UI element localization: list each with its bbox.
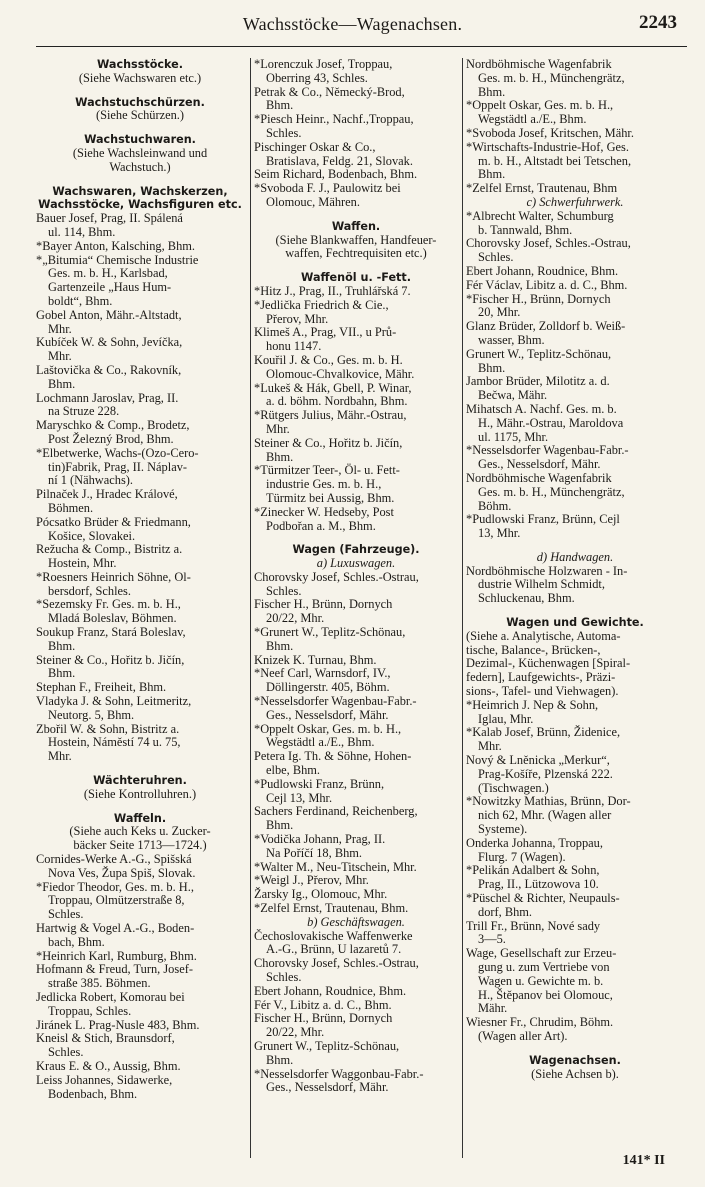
entry-line: Systeme). — [478, 822, 528, 837]
entry-line: *Heimrich J. Nep & Sohn, — [466, 697, 599, 712]
entry-line: Vladyka J. & Sohn, Leitmeritz, — [36, 694, 192, 709]
entry-line: Mhr. — [48, 749, 72, 764]
entry-line: Neutorg. 5, Bhm. — [48, 707, 135, 722]
entry-line: Mladá Boleslav, Böhmen. — [48, 611, 177, 626]
entry-line: Döllingerstr. 405, Böhm. — [266, 680, 390, 695]
entry-line: Ebert Johann, Roudnice, Bhm. — [466, 263, 619, 278]
entry-line: Bhm. — [478, 167, 506, 182]
entry-line: Nova Ves, Župa Spiš, Slovak. — [48, 865, 196, 880]
entry-line: Mhr. — [48, 321, 72, 336]
entry-line: Ebert Johann, Roudnice, Bhm. — [254, 983, 407, 998]
entry-line: *Zelfel Ernst, Trautenau, Bhm — [466, 181, 618, 196]
entry-line: Lochmann Jaroslav, Prag, II. — [36, 390, 179, 405]
entry-line: Cornides-Werke A.-G., Spišská — [36, 852, 192, 867]
entry-line: Böhm. — [478, 498, 512, 513]
entry-line: a. d. böhm. Nordbahn, Bhm. — [266, 394, 408, 409]
entry-line: Wachstuch.) — [109, 159, 171, 174]
entry-line: Hofmann & Freud, Turn, Josef- — [36, 962, 193, 977]
entry-line: Wegstädtl a./E., Bhm. — [478, 112, 587, 127]
entry-line: boldt“, Bhm. — [48, 293, 113, 308]
entry-line: Grunert W., Teplitz-Schönau, — [254, 1038, 400, 1053]
entry-line: Soukup Franz, Stará Boleslav, — [36, 625, 186, 640]
entry-line: (Siehe Wachsleinwand und — [72, 145, 208, 160]
entry-line: Troppau, Olmützerstraße 8, — [48, 893, 185, 908]
entry-line: Na Poříčí 18, Bhm. — [266, 845, 363, 860]
column-divider-1 — [250, 58, 251, 1158]
entry-line: *Zinecker W. Hedseby, Post — [254, 504, 394, 519]
entry-line: bach, Bhm. — [48, 934, 105, 949]
entry-line: Gartenzeile „Haus Hum- — [48, 280, 172, 295]
entry-line: Prag, II., Lützowova 10. — [478, 877, 599, 892]
entry-line: Bhm. — [48, 376, 76, 391]
printer-signature: 141* II — [622, 1153, 665, 1168]
entry-line: *Kalab Josef, Brünn, Židenice, — [466, 725, 621, 740]
entry-line: Grunert W., Teplitz-Schönau, — [466, 346, 612, 361]
entry-line: (Siehe Schürzen.) — [95, 108, 185, 123]
entry-line: *Fiedor Theodor, Ges. m. b. H., — [36, 879, 194, 894]
entry-line: honu 1147. — [266, 339, 322, 354]
entry-line: b. Tannwald, Bhm. — [478, 222, 573, 237]
entry-line: Ges., Nesselsdorf, Mähr. — [478, 457, 601, 472]
section-heading: Waffenöl u. -Fett. — [301, 271, 411, 285]
entry-line: Fischer H., Brünn, Dornych — [254, 1011, 393, 1026]
entry-line: *Heinrich Karl, Rumburg, Bhm. — [36, 948, 197, 963]
entry-line: Podbořan a. M., Bhm. — [266, 518, 376, 533]
section-heading: Wachsstöcke. — [96, 58, 184, 71]
entry-line: *Oppelt Oskar, Ges. m. b. H., — [254, 721, 402, 736]
entry-line: Olomouc, Mähren. — [266, 194, 360, 209]
entry-line: *Rütgers Julius, Mähr.-Ostrau, — [254, 408, 407, 423]
entry-line: (Wagen aller Art). — [478, 1028, 568, 1043]
entry-line: *Sezemsky Fr. Ges. m. b. H., — [36, 597, 181, 612]
entry-line: *Grunert W., Teplitz-Schönau, — [254, 625, 406, 640]
entry-line: *Vodička Johann, Prag, II. — [254, 832, 386, 847]
entry-line: bäcker Seite 1713—1724.) — [73, 838, 207, 853]
section-heading: Waffen. — [331, 219, 381, 233]
entry-line: ní 1 (Nähwachs). — [48, 473, 133, 488]
entry-line: (Siehe auch Keks u. Zucker- — [69, 824, 211, 839]
entry-line: Oberring 43, Schles. — [266, 70, 368, 85]
entry-line: Schles. — [266, 125, 302, 140]
entry-line: Chorovsky Josef, Schles.-Ostrau, — [466, 236, 631, 251]
entry-line: *Zelfel Ernst, Trautenau, Bhm. — [254, 901, 409, 916]
entry-line: Pischinger Oskar & Co., — [254, 139, 376, 154]
entry-line: Bhm. — [478, 360, 506, 375]
entry-line: Ges., Nesselsdorf, Mähr. — [266, 707, 389, 722]
entry-line: Mähr. — [478, 1001, 508, 1016]
entry-line: Wegstädtl a./E., Bhm. — [266, 735, 375, 750]
entry-line: *Pudlowski Franz, Brünn, — [254, 776, 385, 791]
entry-line: *Hitz J., Prag, II., Truhlářská 7. — [254, 283, 411, 298]
entry-line: (Siehe Wachswaren etc.) — [78, 70, 202, 85]
entry-line: Ges. m. b. H., Karlsbad, — [48, 266, 168, 281]
column-divider-2 — [462, 58, 463, 1158]
section-heading: Wachswaren, Wachskerzen, — [52, 184, 228, 198]
entry-line: Bhm. — [48, 638, 76, 653]
entry-line: Jiránek L. Prag-Nusle 483, Bhm. — [36, 1017, 200, 1032]
entry-line: tin)Fabrik, Prag, II. Náplav- — [48, 459, 188, 474]
section-heading: Wagen und Gewichte. — [506, 616, 644, 630]
section-heading: Wachstuchschürzen. — [75, 95, 205, 109]
column-middle — [254, 58, 458, 1165]
entry-line: Hostein, Mhr. — [48, 556, 117, 571]
entry-line: Bodenbach, Bhm. — [48, 1086, 138, 1101]
entry-line: Bhm. — [266, 1052, 294, 1067]
entry-line: Fér V., Libitz a. d. C., Bhm. — [254, 997, 392, 1012]
entry-line: (Siehe a. Analytische, Automa- — [466, 628, 621, 643]
entry-line: elbe, Bhm. — [266, 763, 321, 778]
entry-line: Schles. — [478, 250, 514, 265]
entry-line: (Siehe Blankwaffen, Handfeuer- — [275, 232, 437, 247]
entry-line: Cejl 13, Mhr. — [266, 790, 333, 805]
entry-line: *Piesch Heinr., Nachf.,Troppau, — [254, 112, 414, 127]
entry-line: *Walter M., Neu-Titschein, Mhr. — [254, 859, 417, 874]
entry-line: Mihatsch A. Nachf. Ges. m. b. — [466, 401, 617, 416]
entry-line: Olomouc-Chvalkovice, Mähr. — [266, 366, 415, 381]
entry-line: dustrie Wilhelm Schmidt, — [478, 577, 605, 592]
entry-line: Přerov, Mhr. — [266, 311, 329, 326]
entry-line: Seim Richard, Bodenbach, Bhm. — [254, 167, 418, 182]
entry-line: Leiss Johannes, Sidawerke, — [36, 1072, 173, 1087]
entry-line: Wiesner Fr., Chrudim, Böhm. — [466, 1015, 614, 1030]
entry-line: Troppau, Schles. — [48, 1003, 132, 1018]
entry-line: Bečwa, Mähr. — [478, 388, 548, 403]
entry-line: federn], Laufgewichts-, Präzi- — [466, 670, 616, 685]
entry-line: (Siehe Kontrolluhren.) — [83, 786, 197, 801]
entry-line: Bhm. — [266, 638, 294, 653]
page-number: 2243 — [639, 12, 677, 33]
entry-line: Stephan F., Freiheit, Bhm. — [36, 680, 167, 695]
entry-line: Schles. — [48, 907, 84, 922]
entry-line: Dezimal-, Küchenwagen [Spiral- — [466, 656, 631, 671]
entry-line: Nový & Lněnicka „Merkur“, — [466, 753, 610, 768]
entry-line: *Püschel & Richter, Neupauls- — [466, 891, 620, 906]
entry-line: Petera Ig. Th. & Söhne, Hohen- — [254, 749, 412, 764]
entry-line: Post Železný Brod, Bhm. — [48, 431, 174, 446]
entry-line: Petrak & Co., Německý-Brod, — [254, 84, 405, 99]
subsection-heading: a) Luxuswagen. — [316, 556, 396, 571]
entry-line: (Tischwagen.) — [478, 780, 549, 795]
header-rule — [36, 46, 687, 47]
entry-line: (Siehe Achsen b). — [531, 1066, 619, 1081]
entry-line: Bhm. — [266, 98, 294, 113]
entry-line: *Svoboda F. J., Paulowitz bei — [254, 181, 401, 196]
entry-line: nich 62, Mhr. (Wagen aller — [478, 808, 612, 823]
entry-line: dorf, Bhm. — [478, 904, 533, 919]
entry-line: Kubíček W. & Sohn, Jevíčka, — [36, 335, 183, 350]
entry-line: Kneisl & Stich, Braunsdorf, — [36, 1031, 175, 1046]
entry-line: Ges. m. b. H., Münchengrätz, — [478, 484, 625, 499]
entry-line: Bratislava, Feldg. 21, Slovak. — [266, 153, 413, 168]
entry-line: *Jedlička Friedrich & Cie., — [254, 297, 389, 312]
entry-line: Trill Fr., Brünn, Nové sady — [466, 918, 601, 933]
subsection-heading: c) Schwerfuhrwerk. — [526, 194, 624, 209]
entry-line: 20/22, Mhr. — [266, 611, 325, 626]
entry-line: 20, Mhr. — [478, 305, 521, 320]
entry-line: Bhm. — [48, 666, 76, 681]
entry-line: *Albrecht Walter, Schumburg — [466, 208, 614, 223]
entry-line: Steiner & Co., Hořitz b. Jičín, — [36, 652, 185, 667]
entry-line: Türmitz bei Aussig, Bhm. — [266, 490, 395, 505]
entry-line: sions-, Tafel- und Viehwagen). — [466, 684, 619, 699]
entry-line: Schles. — [266, 583, 302, 598]
entry-line: *Roesners Heinrich Söhne, Ol- — [36, 569, 191, 584]
entry-line: A.-G., Brünn, U lazaretů 7. — [266, 942, 402, 957]
entry-line: Bauer Josef, Prag, II. Spálená — [36, 211, 183, 226]
section-heading: Wagen (Fahrzeuge). — [292, 543, 420, 557]
entry-line: *Pudlowski Franz, Brünn, Cejl — [466, 512, 620, 527]
entry-line: Mhr. — [48, 349, 72, 364]
entry-line: Nordböhmische Wagenfabrik — [466, 58, 612, 71]
entry-line: ul. 1175, Mhr. — [478, 429, 549, 444]
entry-line: Gobel Anton, Mähr.-Altstadt, — [36, 307, 182, 322]
entry-line: *Neef Carl, Warnsdorf, IV., — [254, 666, 391, 681]
entry-line: Jambor Brüder, Milotitz a. d. — [466, 374, 610, 389]
entry-line: Prag-Košíře, Plzenská 222. — [478, 766, 613, 781]
entry-line: *Nowitzky Mathias, Brünn, Dor- — [466, 794, 631, 809]
entry-line: wasser, Bhm. — [478, 332, 545, 347]
entry-line: Košice, Slovakei. — [48, 528, 136, 543]
entry-line: Mhr. — [478, 739, 502, 754]
entry-line: *Wirtschafts-Industrie-Hof, Ges. — [466, 139, 629, 154]
entry-line: Ges., Nesselsdorf, Mähr. — [266, 1080, 389, 1095]
entry-line: tische, Balance-, Brücken-, — [466, 642, 601, 657]
entry-line: Pilnaček J., Hradec Králové, — [36, 487, 178, 502]
entry-line: *Lorenczuk Josef, Troppau, — [254, 58, 393, 71]
entry-line: waffen, Fechtrequisiten etc.) — [285, 246, 427, 261]
section-heading: Wachsstöcke, Wachsfiguren etc. — [38, 198, 242, 212]
entry-line: Fér Václav, Libitz a. d. C., Bhm. — [466, 277, 628, 292]
entry-line: Böhmen. — [48, 500, 94, 515]
entry-line: Nordböhmische Wagenfabrik — [466, 470, 612, 485]
entry-line: Hartwig & Vogel A.-G., Boden- — [36, 921, 195, 936]
entry-line: 13, Mhr. — [478, 526, 521, 541]
subsection-heading: d) Handwagen. — [536, 549, 614, 564]
entry-line: Steiner & Co., Hořitz b. Jičín, — [254, 435, 403, 450]
entry-line: *Svoboda Josef, Kritschen, Mähr. — [466, 125, 634, 140]
section-heading: Wagenachsen. — [529, 1053, 621, 1067]
entry-line: Mhr. — [266, 421, 290, 436]
entry-line: Bhm. — [478, 84, 506, 99]
entry-line: H., Mähr.-Ostrau, Maroldova — [478, 415, 624, 430]
entry-line: Bhm. — [266, 449, 294, 464]
section-heading: Wächteruhren. — [93, 774, 187, 788]
entry-line: Zbořil W. & Sohn, Bistritz a. — [36, 721, 180, 736]
entry-line: gung u. zum Vertriebe von — [478, 960, 610, 974]
entry-line: Onderka Johanna, Troppau, — [466, 835, 603, 850]
entry-line: Iglau, Mhr. — [478, 711, 534, 726]
entry-line: *Pelikán Adalbert & Sohn, — [466, 863, 600, 878]
entry-line: Knizek K. Turnau, Bhm. — [254, 652, 377, 667]
entry-line: *Weigl J., Přerov, Mhr. — [254, 873, 369, 888]
entry-line: Kouřil J. & Co., Ges. m. b. H. — [254, 352, 403, 367]
entry-line: straße 385. Böhmen. — [48, 976, 151, 991]
entry-line: Kraus E. & O., Aussig, Bhm. — [36, 1058, 181, 1073]
entry-line: Chorovsky Josef, Schles.-Ostrau, — [254, 956, 419, 971]
entry-line: Ges. m. b. H., Münchengrätz, — [478, 70, 625, 85]
entry-line: Chorovsky Josef, Schles.-Ostrau, — [254, 569, 419, 584]
entry-line: Laštovička & Co., Rakovník, — [36, 362, 182, 377]
entry-line: Čechoslovakische Waffenwerke — [254, 928, 413, 943]
entry-line: *Oppelt Oskar, Ges. m. b. H., — [466, 98, 614, 113]
section-heading: Waffeln. — [113, 811, 167, 825]
entry-line: Schles. — [266, 970, 302, 984]
entry-line: *Nesselsdorfer Wagenbau-Fabr.- — [466, 443, 629, 458]
entry-line: *Fischer H., Brünn, Dornych — [466, 291, 611, 306]
entry-line: bersdorf, Schles. — [48, 583, 131, 598]
entry-line: Klimeš A., Prag, VII., u Prů- — [254, 325, 397, 340]
entry-line: Maryschko & Comp., Brodetz, — [36, 418, 190, 433]
entry-line: *Nesselsdorfer Wagenbau-Fabr.- — [254, 694, 417, 709]
entry-line: Hostein, Náměstí 74 u. 75, — [48, 735, 181, 750]
entry-line: *Nesselsdorfer Waggonbau-Fabr.- — [254, 1066, 424, 1081]
entry-line: *Elbetwerke, Wachs-(Ozo-Cero- — [36, 445, 199, 460]
entry-line: Glanz Brüder, Zolldorf b. Weiß- — [466, 319, 626, 334]
entry-line: Jedlicka Robert, Komorau bei — [36, 990, 185, 1004]
entry-line: 20/22, Mhr. — [266, 1025, 325, 1040]
entry-line: Schles. — [48, 1045, 84, 1060]
subsection-heading: b) Geschäftswagen. — [307, 914, 405, 929]
page-title: Wachsstöcke—Wagenachsen. — [242, 14, 463, 34]
section-heading: Wachstuchwaren. — [84, 133, 196, 147]
entry-line: m. b. H., Altstadt bei Tetschen, — [478, 153, 632, 168]
entry-line: ul. 114, Bhm. — [48, 224, 116, 239]
entry-line: Sachers Ferdinand, Reichenberg, — [254, 804, 418, 819]
entry-line: *„Bitumia“ Chemische Industrie — [36, 252, 199, 267]
entry-line: Flurg. 7 (Wagen). — [478, 849, 566, 864]
column-right — [466, 58, 684, 1165]
column-left — [36, 58, 244, 1165]
entry-line: na Struze 228. — [48, 404, 120, 419]
entry-line: Nordböhmische Holzwaren - In- — [466, 563, 628, 578]
entry-line: Fischer H., Brünn, Dornych — [254, 597, 393, 612]
page-header — [0, 0, 705, 50]
entry-line: 3—5. — [478, 932, 506, 947]
entry-line: *Bayer Anton, Kalsching, Bhm. — [36, 238, 195, 253]
entry-line: Wage, Gesellschaft zur Erzeu- — [466, 946, 617, 961]
entry-line: *Türmitzer Teer-, Öl- u. Fett- — [254, 463, 400, 478]
entry-line: Pócsatko Brüder & Friedmann, — [36, 514, 191, 529]
entry-line: Wagen u. Gewichte m. b. — [478, 973, 604, 988]
entry-line: H., Štěpanov bei Olomouc, — [478, 987, 613, 1002]
entry-line: *Lukeš & Hák, Gbell, P. Winar, — [254, 380, 412, 395]
entry-line: Schluckenau, Bhm. — [478, 591, 575, 606]
entry-line: industrie Ges. m. b. H., — [266, 477, 382, 492]
entry-line: Režucha & Comp., Bistritz a. — [36, 542, 183, 557]
entry-line: Žarsky Ig., Olomouc, Mhr. — [254, 887, 388, 902]
entry-line: Bhm. — [266, 818, 294, 833]
